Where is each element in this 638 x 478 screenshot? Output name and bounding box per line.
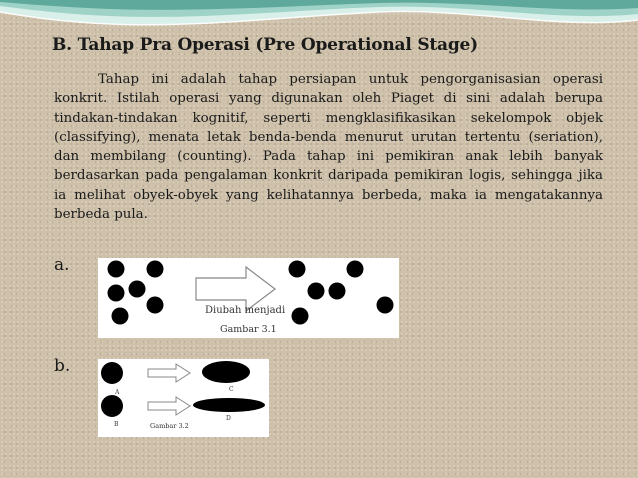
dot — [347, 261, 364, 278]
dot — [108, 261, 125, 278]
section-title: B. Tahap Pra Operasi (Pre Operational Stage) — [52, 35, 479, 55]
dots-group-after — [289, 261, 394, 325]
dot — [289, 261, 306, 278]
label-d: D — [226, 415, 231, 422]
figure-3-1 — [98, 258, 399, 338]
dot — [112, 308, 129, 325]
dot — [329, 283, 346, 300]
ellipse-c — [202, 361, 250, 383]
dot — [147, 297, 164, 314]
ellipse-d — [193, 398, 265, 412]
body-paragraph: Tahap ini adalah tahap persiapan untuk pengorganisasian operasi konkrit. Istilah operasi yang digunakan oleh Piaget di sini adalah berupa tindakan-tindakan kognitif, seperti mengklasifikasikan sekelompok objek (classifying), menata letak benda-benda menurut urutan tertentu (seriation), dan membilang (counting). Pada tahap ini pemikiran anak lebih banyak berdasarkan pada pengalaman konkrit daripada pemikiran logis, sehingga jika ia melihat obyek-obyek yang kelihatannya berbeda, maka ia mengatakannya berbeda pula. — [54, 72, 603, 223]
dot — [308, 283, 325, 300]
item-b-label: b. — [54, 356, 71, 376]
outline-arrow-top — [148, 364, 190, 382]
dot — [377, 297, 394, 314]
dots-group-before — [108, 261, 164, 325]
figure-caption: Gambar 3.1 — [220, 324, 277, 335]
circle-b — [101, 395, 123, 417]
outline-arrow-bottom — [148, 397, 190, 415]
dot — [108, 285, 125, 302]
figure-3-2 — [98, 359, 269, 437]
dot — [147, 261, 164, 278]
label-c: C — [229, 386, 234, 393]
label-b: B — [114, 421, 119, 428]
arrow-text: Diubah menjadi — [205, 305, 286, 316]
label-a: A — [115, 389, 120, 396]
dot — [292, 308, 309, 325]
circle-a — [101, 362, 123, 384]
figure-caption: Gambar 3.2 — [150, 422, 189, 430]
header-wave-decoration — [0, 0, 638, 40]
item-a-label: a. — [54, 255, 70, 275]
dot — [129, 281, 146, 298]
